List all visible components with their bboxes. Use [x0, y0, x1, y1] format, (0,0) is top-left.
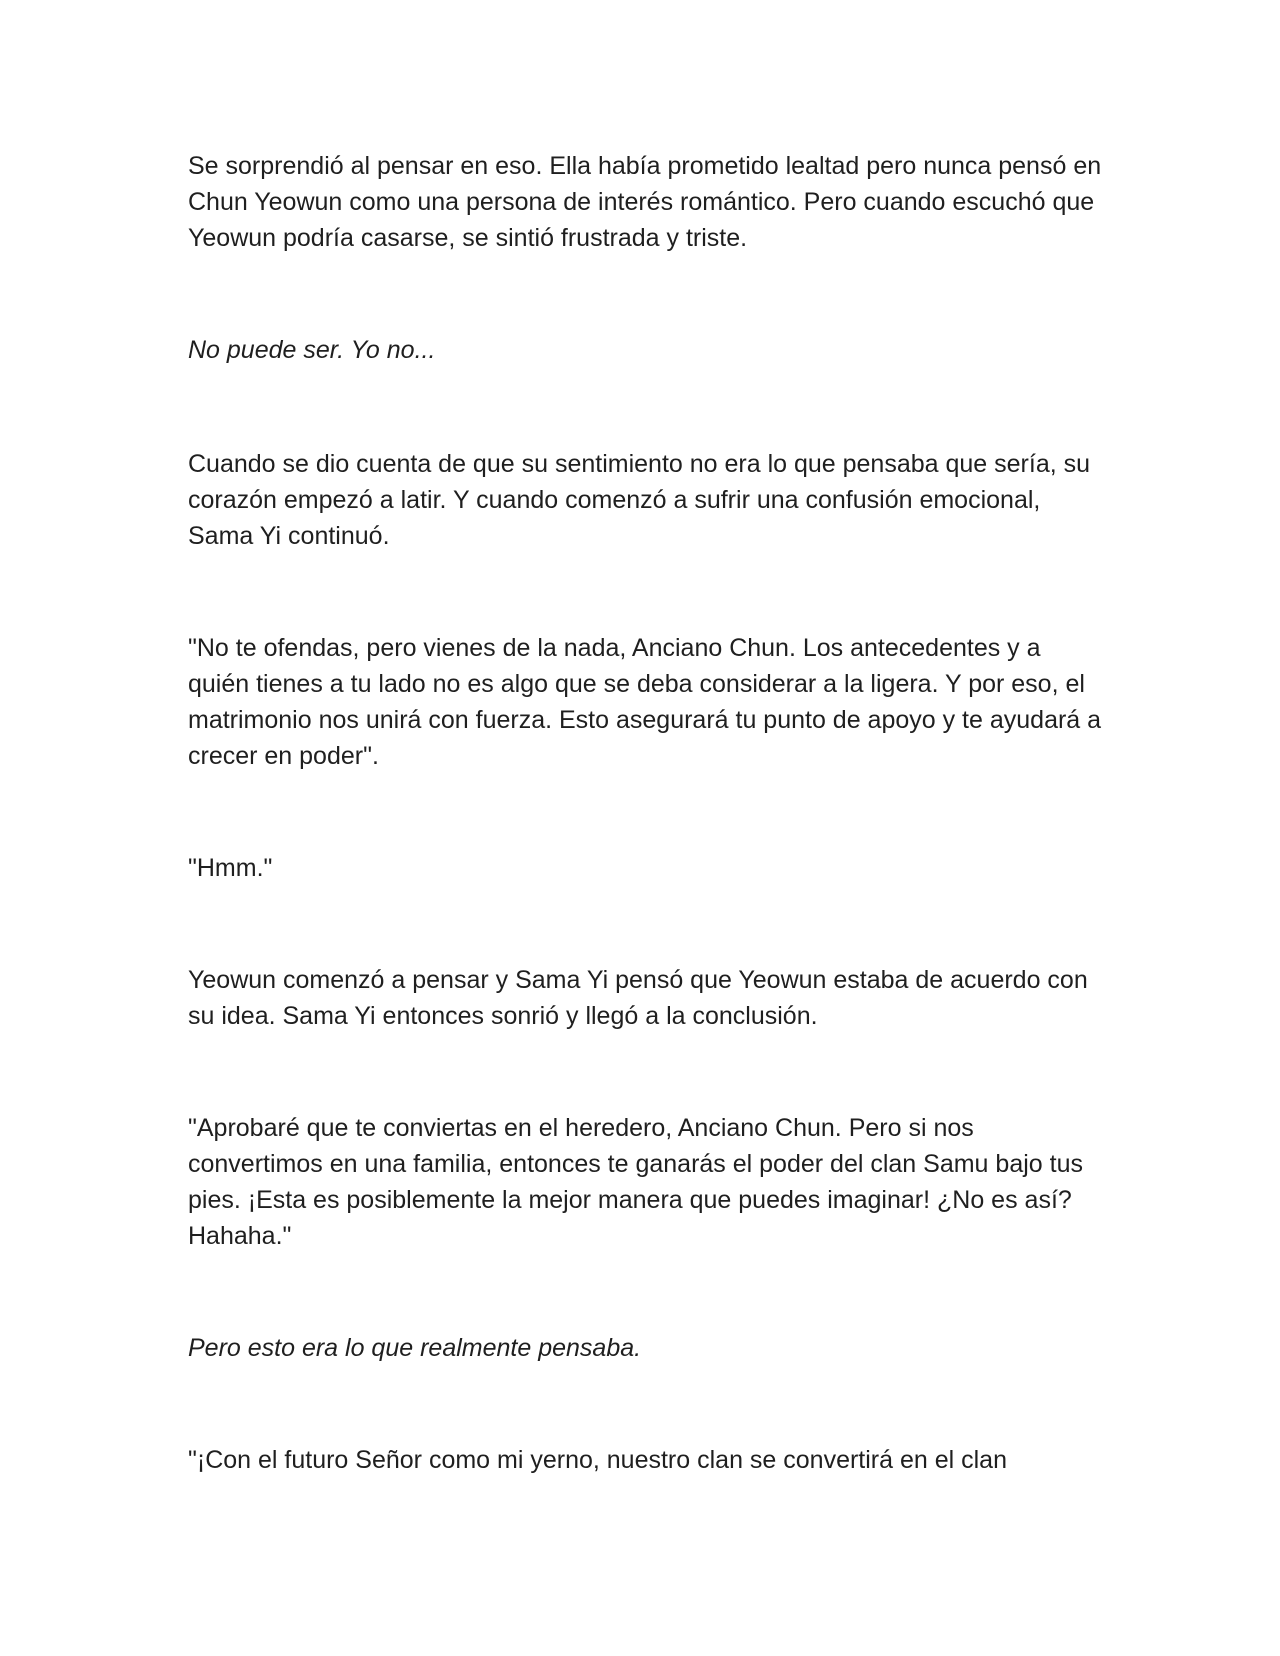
paragraph-4-dialogue: "No te ofendas, pero vienes de la nada, Anciano Chun. Los antecedentes y a quién tienes a tu lado no es algo que se deba considerar a la ligera. Y por eso, el matrimonio nos unirá con fuerza. Esto asegurará tu punto de apoyo y te ayudará a crecer en poder". [188, 634, 1102, 770]
paragraph-9-dialogue: "¡Con el futuro Señor como mi yerno, nuestro clan se convertirá en el clan [188, 1446, 1007, 1474]
paragraph-6: Yeowun comenzó a pensar y Sama Yi pensó que Yeowun estaba de acuerdo con su idea. Sama Yi entonces sonrió y llegó a la conclusión. [188, 966, 1088, 1030]
paragraph-1: Se sorprendió al pensar en eso. Ella había prometido lealtad pero nunca pensó en Chun Yeowun como una persona de interés romántico. Pero cuando escuchó que Yeowun podría casarse, se sintió frustrada y triste. [188, 152, 1102, 252]
paragraph-7-dialogue: "Aprobaré que te conviertas en el heredero, Anciano Chun. Pero si nos convertimos en una familia, entonces te ganarás el poder del clan Samu bajo tus pies. ¡Esta es posiblemente la mejor manera que puedes imaginar! ¿No es así? Hahaha." [188, 1114, 1083, 1250]
paragraph-2-italic-thought: No puede ser. Yo no... [188, 336, 436, 364]
paragraph-3: Cuando se dio cuenta de que su sentimiento no era lo que pensaba que sería, su corazón empezó a latir. Y cuando comenzó a sufrir una confusión emocional, Sama Yi continuó. [188, 450, 1091, 550]
paragraph-8-italic-thought: Pero esto era lo que realmente pensaba. [188, 1334, 642, 1362]
paragraph-5-dialogue: "Hmm." [188, 854, 273, 882]
